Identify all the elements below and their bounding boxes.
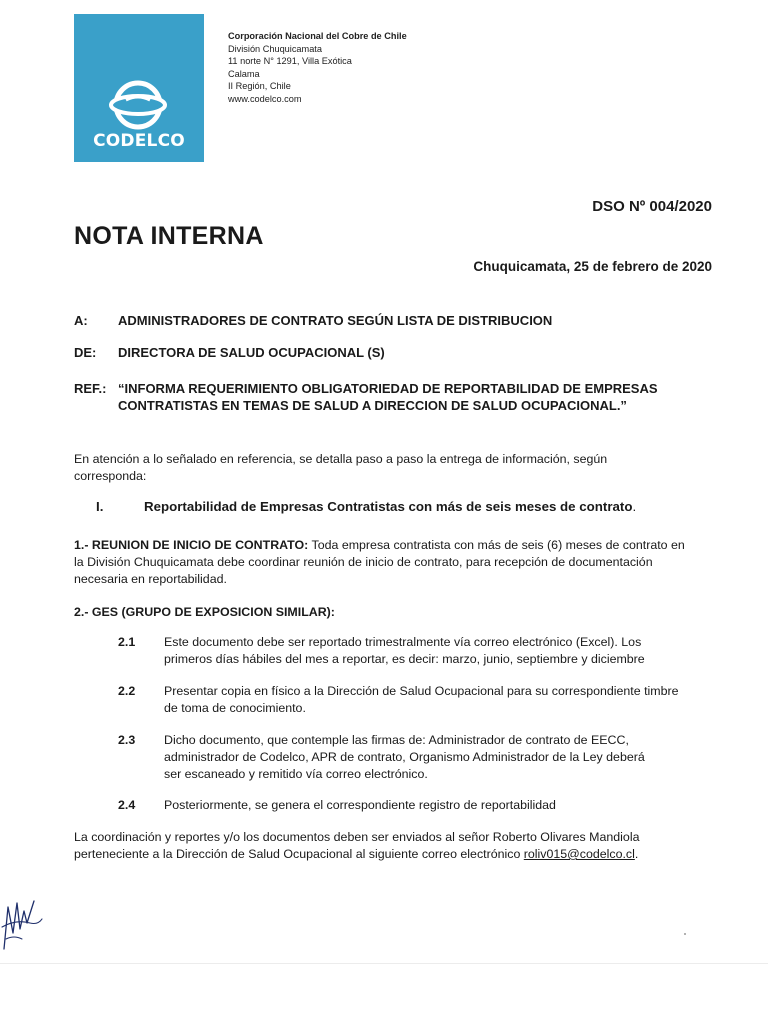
reference-value [118, 380, 718, 414]
address-line-region: II Región, Chile [228, 81, 291, 92]
section-title-text: Reportabilidad de Empresas Contratistas con más de seis meses de contrato [144, 499, 633, 514]
handwritten-signature [0, 893, 44, 962]
contact-email-link[interactable]: roliv015@codelco.cl [523, 847, 635, 861]
intro-line: En atención a lo señalado en referencia, se detalla paso a paso la entrega de información, según [74, 452, 608, 466]
list-item-number: 2.2 [118, 684, 136, 698]
list-item-line: Este documento debe ser reportado trimestralmente vía correo electrónico (Excel). Los [164, 635, 642, 649]
list-item-text [164, 634, 724, 668]
point-1-first-line [74, 537, 712, 554]
closing-line [74, 846, 712, 863]
page-edge-line [0, 963, 768, 964]
point-2-heading: 2.- GES (GRUPO DE EXPOSICION SIMILAR): [74, 605, 335, 619]
list-item-text [164, 797, 724, 814]
document-date: Chuquicamata, 25 de febrero de 2020 [473, 259, 712, 274]
recipient-value: ADMINISTRADORES DE CONTRATO SEGÚN LISTA DE DISTRIBUCION [118, 313, 553, 328]
sender-value: DIRECTORA DE SALUD OCUPACIONAL (S) [118, 345, 385, 360]
recipient-label: A: [74, 313, 88, 328]
list-item-line: administrador de Codelco, APR de contrato, Organismo Administrador de la Ley deberá [164, 750, 645, 764]
list-item-number: 2.1 [118, 635, 136, 649]
closing-paragraph [74, 829, 712, 863]
reference-line: CONTRATISTAS EN TEMAS DE SALUD A DIRECCION DE SALUD OCUPACIONAL.” [118, 398, 627, 413]
closing-text: perteneciente a la Dirección de Salud Ocupacional al siguiente correo electrónico [74, 847, 524, 861]
sender-label: DE: [74, 345, 97, 360]
intro-line: corresponda: [74, 469, 147, 483]
list-item-line: primeros días hábiles del mes a reportar, es decir: marzo, junio, septiembre y diciembre [164, 652, 645, 666]
point-1-line: la División Chuquicamata debe coordinar reunión de inicio de contrato, para recepción de documentación [74, 555, 653, 569]
point-1-paragraph [74, 537, 712, 588]
point-1-label: 1.- REUNION DE INICIO DE CONTRATO: [74, 538, 309, 552]
address-line-organization: Corporación Nacional del Cobre de Chile [228, 31, 407, 41]
list-item-number: 2.3 [118, 733, 136, 747]
document-title: NOTA INTERNA [74, 222, 264, 250]
signature-mark-icon [0, 893, 44, 957]
codelco-wordmark: CODELCO [93, 131, 185, 151]
address-line-city: Calama [228, 68, 260, 79]
address-line-street: 11 norte N° 1291, Villa Exótica [228, 56, 352, 67]
closing-period: . [634, 847, 639, 861]
reference-label: REF.: [74, 381, 107, 396]
list-item-text [164, 683, 724, 717]
list-item-line: Dicho documento, que contemple las firmas de: Administrador de contrato de EECC, [164, 733, 629, 747]
reference-line: “INFORMA REQUERIMIENTO OBLIGATORIEDAD DE REPORTABILIDAD DE EMPRESAS [118, 381, 658, 396]
section-title-period: . [632, 499, 637, 514]
closing-line: La coordinación y reportes y/o los documentos deben ser enviados al señor Roberto Olivares Mandiola [74, 830, 640, 844]
list-item-line: de toma de conocimiento. [164, 701, 306, 715]
codelco-logo [74, 14, 204, 162]
scan-speck [684, 933, 686, 935]
list-item-number: 2.4 [118, 798, 136, 812]
address-line-division: División Chuquicamata [228, 43, 322, 54]
list-item-text [164, 732, 724, 783]
document-number: DSO Nº 004/2020 [592, 198, 712, 215]
letterhead-address [228, 30, 407, 106]
section-number: I. [96, 499, 104, 514]
address-line-website: www.codelco.com [228, 93, 302, 104]
section-title [144, 499, 636, 514]
point-1-text: Toda empresa contratista con más de seis (6) meses de contrato en [308, 538, 685, 552]
intro-paragraph [74, 451, 712, 485]
point-1-line: necesaria en reportabilidad. [74, 572, 227, 586]
list-item-line: Presentar copia en físico a la Dirección de Salud Ocupacional para su correspondiente timbre [164, 684, 679, 698]
list-item-line: Posteriormente, se genera el correspondiente registro de reportabilidad [164, 798, 556, 812]
list-item-line: ser escaneado y remitido vía correo electrónico. [164, 767, 428, 781]
